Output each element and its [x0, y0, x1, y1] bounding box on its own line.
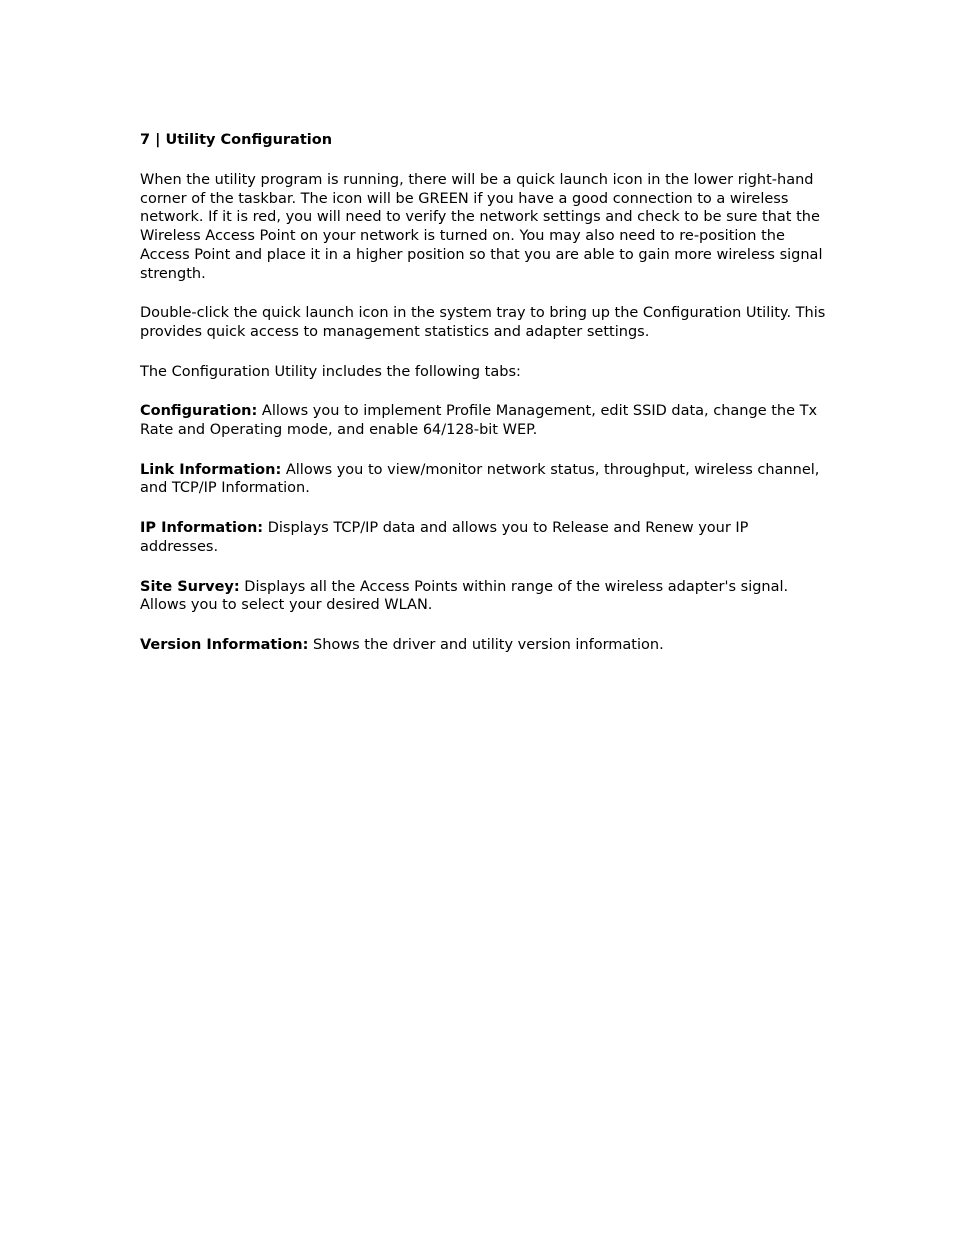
tab-text: Displays TCP/IP data and allows you to Release and Renew your IP addresses.	[140, 520, 749, 555]
intro-paragraph-open-utility: Double-click the quick launch icon in the system tray to bring up the Configuration Utility. This provides quick access to management statistics and adapter settings.	[140, 305, 826, 340]
intro-paragraph-tabs-list: The Configuration Utility includes the following tabs:	[140, 363, 521, 380]
tab-label: Link Information:	[140, 461, 282, 478]
tab-description-ip-information	[140, 519, 830, 556]
tab-description-version-information	[140, 636, 830, 655]
document-page	[140, 130, 830, 676]
tab-text: Shows the driver and utility version information.	[308, 636, 664, 653]
tab-description-link-information	[140, 461, 830, 498]
tab-text: Displays all the Access Points within range of the wireless adapter's signal. Allows you to select your desired WLAN.	[140, 578, 789, 614]
tab-text: Allows you to implement Profile Management, edit SSID data, change the Tx Rate and Operating mode, and enable 64/128-bit WEP.	[140, 403, 818, 439]
tab-text: Allows you to view/monitor network status, throughput, wireless channel, and TCP/IP Information.	[140, 461, 820, 497]
tab-label: Site Survey:	[140, 578, 240, 595]
tab-label: Configuration:	[140, 403, 258, 420]
tab-description-site-survey	[140, 578, 830, 615]
tab-label: Version Information:	[140, 636, 309, 653]
tab-description-configuration	[140, 402, 830, 439]
tab-label: IP Information:	[140, 520, 264, 537]
intro-paragraph-status-icon: When the utility program is running, there will be a quick launch icon in the lower right-hand corner of the taskbar. The icon will be GREEN if you have a good connection to a wireless network. If it is red, you will need to verify the network settings and check to be sure that the Wireless Access Point on your network is turned on. You may also need to re-position the Access Point and place it in a higher position so that you are able to gain more wireless signal strength.	[140, 172, 823, 282]
section-heading: 7 | Utility Configuration	[140, 132, 333, 148]
